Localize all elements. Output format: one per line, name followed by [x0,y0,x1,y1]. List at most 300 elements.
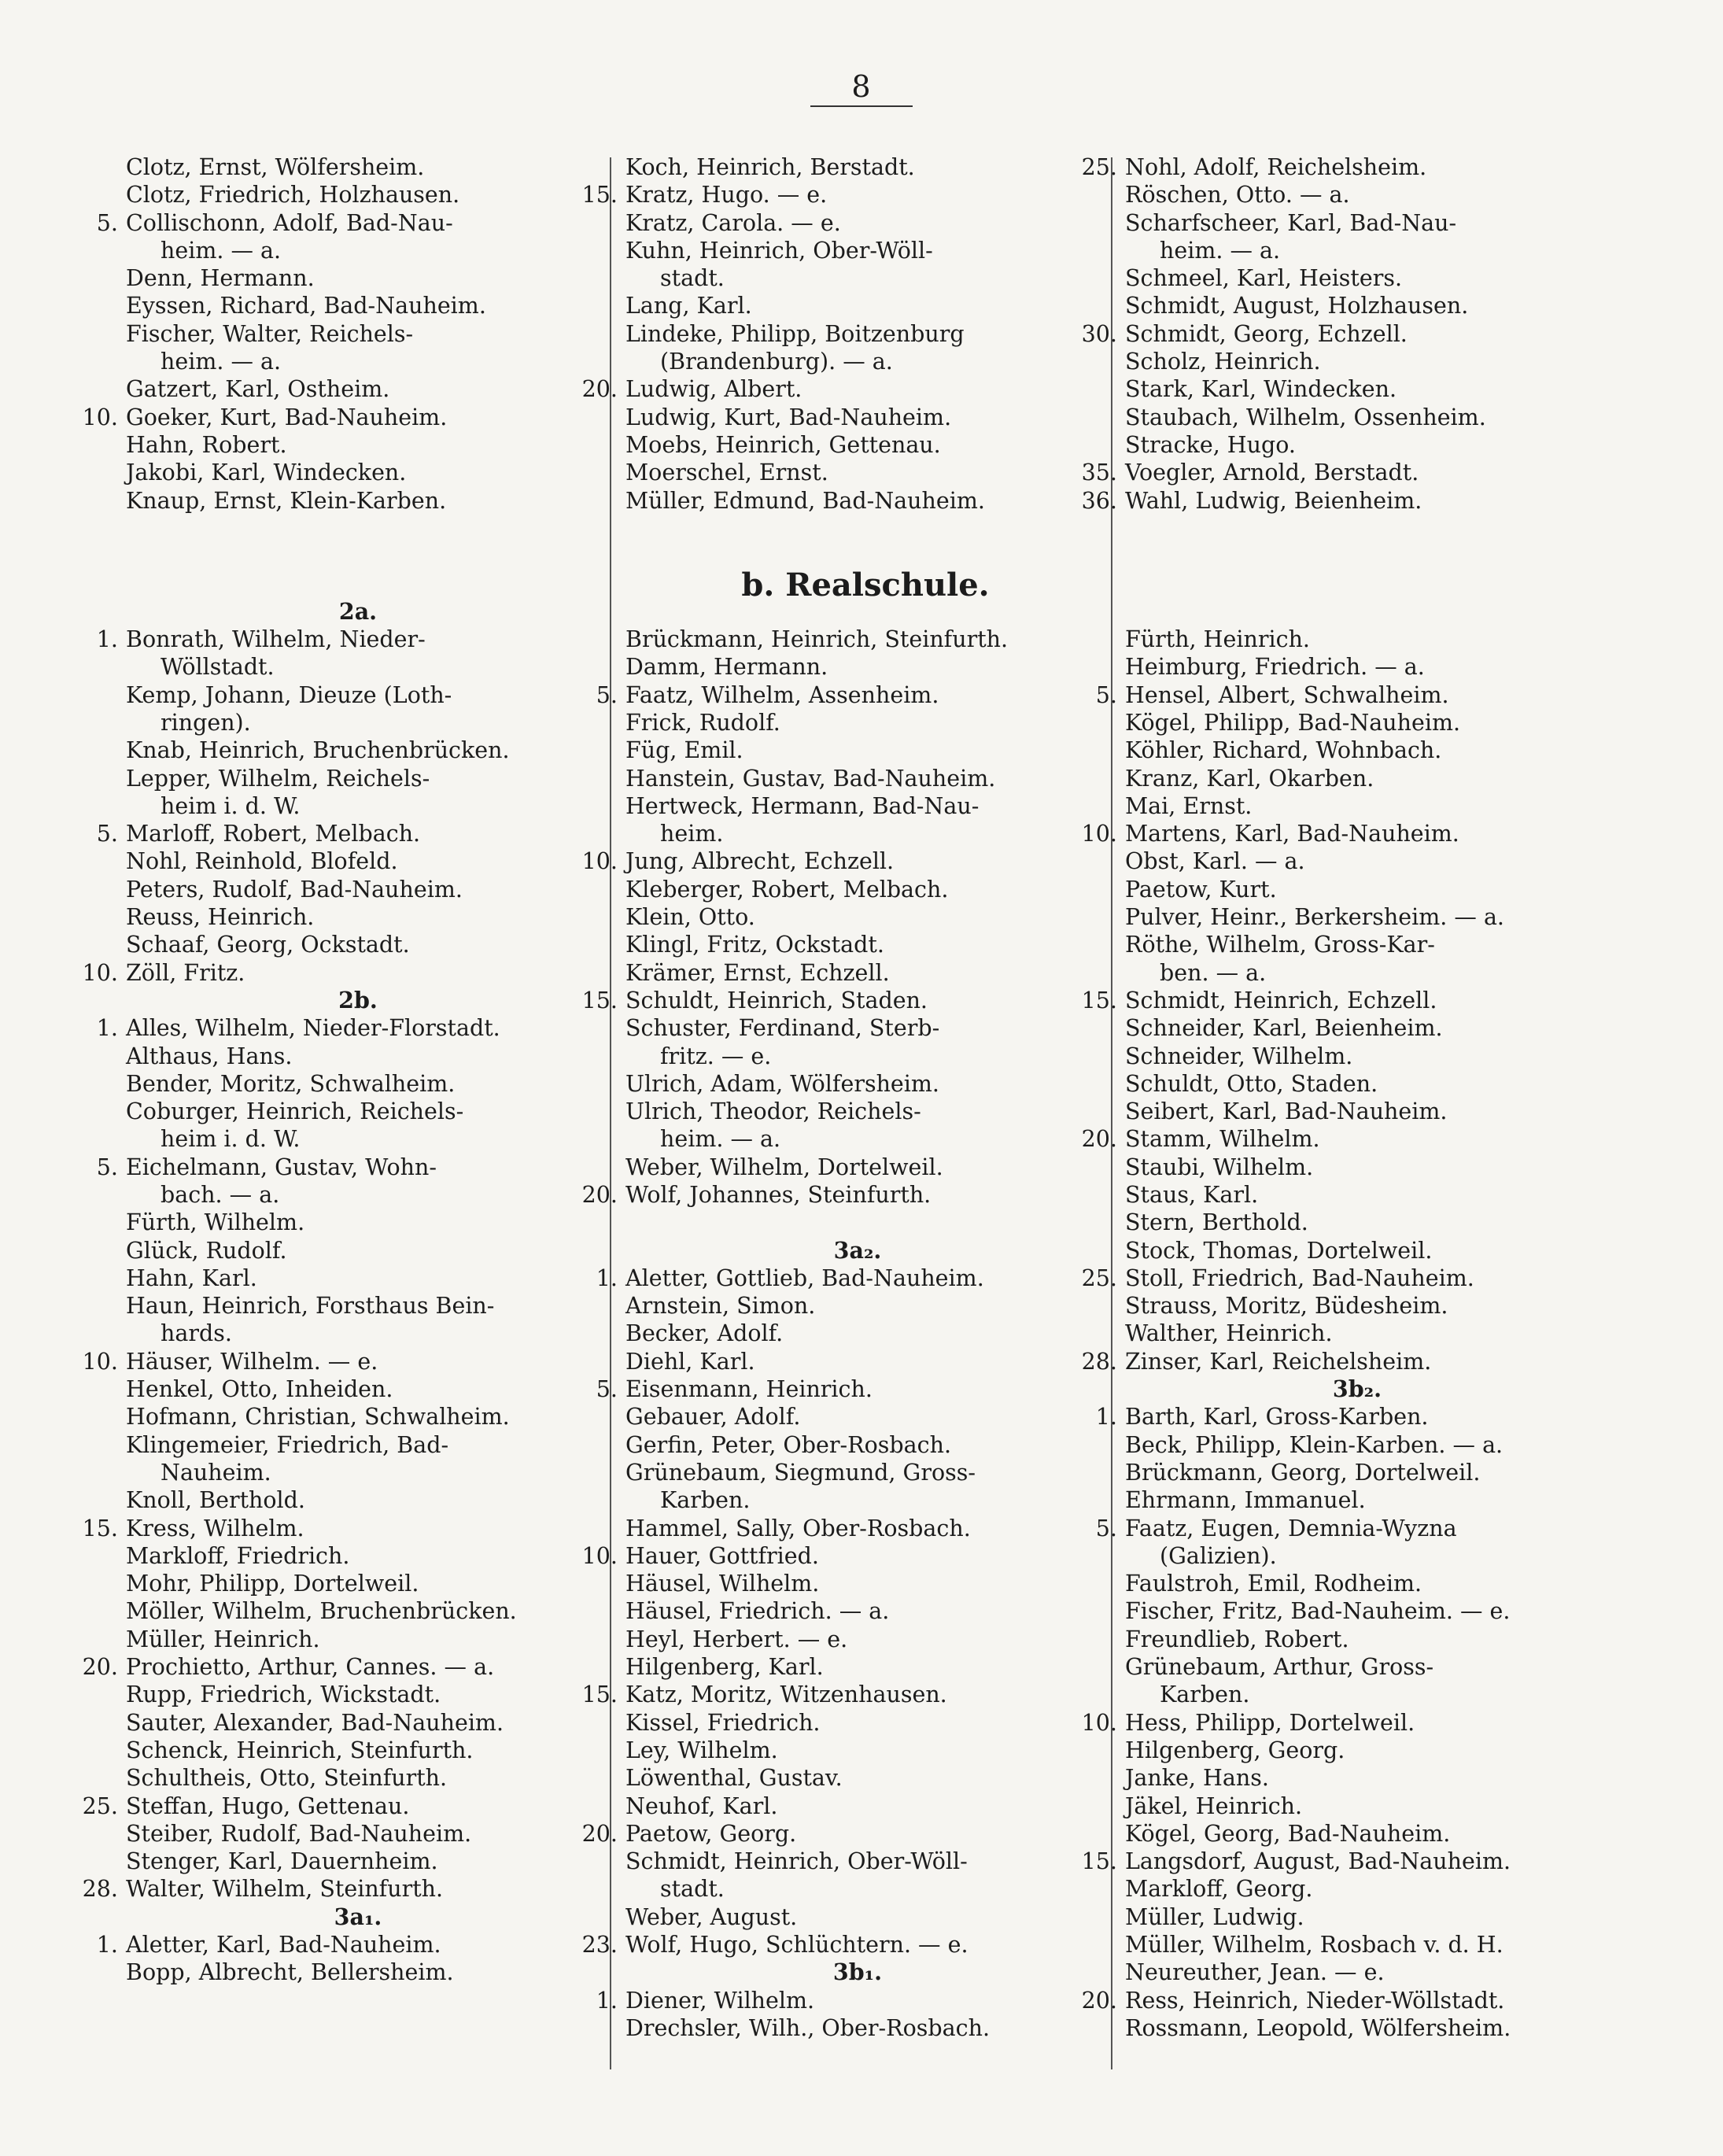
entry-text: Aletter, Karl, Bad-Nauheim. [126,1932,441,1958]
student-entry [126,1764,590,1792]
entry-continuation [1125,237,1589,264]
student-entry [625,1403,1090,1431]
student-entry [625,1903,1090,1931]
entry-text: Müller, Heinrich. [126,1626,320,1652]
entry-text: Kögel, Philipp, Bad-Nauheim. [1125,709,1461,736]
student-entry [1125,431,1589,459]
entry-number: 1. [96,1932,118,1958]
entry-number: 5. [96,821,118,847]
student-entry [625,404,1090,431]
spacer [625,1209,1090,1236]
entry-text: Fürth, Heinrich. [1125,626,1310,653]
entry-number: 10. [581,1542,618,1569]
entry-continuation [126,348,590,375]
entry-text: Klingl, Fritz, Ockstadt. [625,932,884,958]
student-entry [625,1070,1090,1098]
student-entry [1125,931,1589,958]
entry-text: Koch, Heinrich, Berstadt. [625,154,915,180]
entry-text: Zinser, Karl, Reichelsheim. [1125,1348,1432,1375]
entry-continuation [625,820,1090,847]
student-entry [625,931,1090,958]
entry-number: 5. [96,209,118,236]
entry-number: 10. [82,1348,118,1375]
class-heading: 3b₁. [832,1958,883,1986]
entry-number: 25. [1081,154,1117,180]
entry-text: Mohr, Philipp, Dortelweil. [126,1571,419,1597]
student-entry [96,209,590,237]
entry-text: Fischer, Walter, Reichels- [126,320,414,347]
student-entry [581,375,1090,403]
entry-text: Kleberger, Robert, Melbach. [625,876,949,903]
entry-continuation [625,264,1090,292]
student-entry [625,653,1090,681]
entry-text: heim. — a. [160,349,282,375]
entry-text: Weber, August. [625,1903,798,1930]
entry-number: 35. [1081,460,1117,486]
entry-text: Heyl, Herbert. — e. [625,1626,848,1652]
student-entry [126,1292,590,1320]
student-entry [126,931,590,958]
entry-number: 15. [82,1515,118,1541]
entry-text: Jäkel, Heinrich. [1125,1792,1303,1819]
student-entry [126,1542,590,1570]
entry-text: Steiber, Rudolf, Bad-Nauheim. [126,1820,472,1847]
entry-number: 5. [596,1376,618,1403]
entry-text: Jung, Albrecht, Echzell. [625,848,895,875]
student-entry [96,1014,590,1042]
entry-text: stadt. [660,265,725,292]
entry-text: Klingemeier, Friedrich, Bad- [126,1431,449,1458]
student-entry [1125,1181,1589,1209]
student-entry [1125,209,1589,237]
student-entry [126,903,590,931]
student-entry [1125,1043,1589,1070]
student-entry [596,1264,1090,1292]
entry-text: Kress, Wilhelm. [126,1515,304,1541]
entry-text: Gebauer, Adolf. [625,1404,801,1431]
student-entry [625,1570,1090,1597]
spacer [1125,515,1589,542]
student-entry [625,1653,1090,1681]
entry-text: Heimburg, Friedrich. — a. [1125,654,1425,681]
student-entry [1081,1125,1589,1153]
student-entry [1125,709,1589,737]
entry-text: Scholz, Heinrich. [1125,349,1321,375]
student-entry [1125,1209,1589,1236]
student-entry [596,681,1090,709]
entry-text: ringen). [160,709,251,736]
entry-text: Marloff, Robert, Melbach. [126,821,421,847]
entry-text: Langsdorf, August, Bad-Nauheim. [1125,1848,1511,1875]
entry-text: Hertweck, Hermann, Bad-Nau- [625,792,980,819]
entry-text: Kuhn, Heinrich, Ober-Wöll- [625,237,933,264]
entry-text: Glück, Rudolf. [126,1237,287,1264]
entry-text: Schneider, Wilhelm. [1125,1043,1353,1069]
entry-text: Schneider, Karl, Beienheim. [1125,1015,1443,1042]
entry-text: Müller, Edmund, Bad-Nauheim. [625,487,985,514]
entry-text: Möller, Wilhelm, Bruchenbrücken. [126,1598,517,1625]
student-entry [1125,626,1589,653]
entry-number: 10. [581,848,618,875]
entry-text: Grünebaum, Siegmund, Gross- [625,1459,976,1486]
student-entry [1081,1848,1589,1875]
entry-text: Kratz, Hugo. — e. [625,182,828,209]
student-entry [1125,292,1589,319]
entry-text: Hammel, Sally, Ober-Rosbach. [625,1515,971,1541]
student-entry [126,1043,590,1070]
entry-number: 15. [581,987,618,1013]
student-entry [1125,1737,1589,1764]
student-entry [1125,765,1589,792]
student-entry [126,1403,590,1431]
student-entry [1125,1486,1589,1514]
student-entry [1125,1154,1589,1181]
student-entry [126,1681,590,1708]
student-entry [625,1626,1090,1653]
entry-text: stadt. [660,1876,725,1903]
entry-text: Grünebaum, Arthur, Gross- [1125,1654,1434,1681]
spacer [625,515,1090,542]
student-entry [1125,876,1589,903]
entry-text: Collischonn, Adolf, Bad-Nau- [126,209,453,236]
entry-text: Sauter, Alexander, Bad-Nauheim. [126,1709,504,1736]
entry-text: Markloff, Friedrich. [126,1542,350,1569]
entry-text: Coburger, Heinrich, Reichels- [126,1098,464,1125]
student-entry [1081,487,1589,515]
entry-text: Beck, Philipp, Klein-Karben. — a. [1125,1431,1503,1458]
student-entry [625,1848,1090,1875]
student-entry [1125,1653,1589,1681]
entry-text: heim i. d. W. [160,792,301,819]
student-entry [625,792,1090,820]
entry-continuation [625,1125,1090,1153]
student-entry [581,987,1090,1014]
student-entry [1081,987,1589,1014]
student-entry [1125,1570,1589,1597]
student-entry [1125,264,1589,292]
student-entry [625,1515,1090,1542]
entry-number: 10. [1081,1709,1117,1736]
entry-continuation [126,1459,590,1486]
student-entry [625,626,1090,653]
entry-text: Hilgenberg, Karl. [625,1654,824,1681]
student-entry [625,292,1090,319]
entry-text: Diehl, Karl. [625,1348,755,1375]
entry-text: Becker, Adolf. [625,1320,784,1347]
student-entry [126,320,590,348]
entry-continuation [126,1125,590,1153]
entry-text: Müller, Ludwig. [1125,1903,1304,1930]
entry-continuation [1125,959,1589,987]
student-entry [126,765,590,792]
entry-text: Neureuther, Jean. — e. [1125,1959,1385,1986]
student-entry [1125,181,1589,209]
entry-text: Obst, Karl. — a. [1125,848,1305,875]
entry-text: Schuster, Ferdinand, Sterb- [625,1015,940,1042]
entry-text: Nohl, Adolf, Reichelsheim. [1125,154,1427,180]
entry-text: Weber, Wilhelm, Dortelweil. [625,1154,943,1180]
student-entry [126,1431,590,1459]
student-entry [596,1987,1090,2014]
class-heading: 2b. [338,986,378,1013]
student-entry [625,709,1090,737]
entry-text: Haun, Heinrich, Forsthaus Bein- [126,1293,495,1320]
entry-text: Bopp, Albrecht, Bellersheim. [126,1959,454,1986]
entry-text: Markloff, Georg. [1125,1876,1313,1903]
entry-text: Wöllstadt. [160,654,275,681]
entry-number: 10. [82,404,118,430]
entry-text: Staus, Karl. [1125,1181,1259,1208]
student-entry [126,487,590,515]
entry-text: Fischer, Fritz, Bad-Nauheim. — e. [1125,1598,1511,1625]
column-divider [1111,157,1112,2069]
column-divider [610,157,611,2069]
entry-continuation [126,709,590,737]
entry-text: Gerfin, Peter, Ober-Rosbach. [625,1431,952,1458]
student-entry [1081,459,1589,486]
class-heading: 3b₂. [1332,1375,1382,1403]
student-entry [126,459,590,486]
entry-text: Löwenthal, Gustav. [625,1765,843,1792]
student-entry [1125,375,1589,403]
student-entry [625,1320,1090,1347]
student-entry [625,1014,1090,1042]
student-entry [625,1154,1090,1181]
entry-text: Schuldt, Otto, Staden. [1125,1070,1378,1097]
student-entry [625,2014,1090,2042]
student-entry [625,765,1090,792]
spacer [1125,570,1589,597]
student-entry [581,1542,1090,1570]
entry-number: 15. [581,1682,618,1708]
student-entry [1081,153,1589,181]
entry-text: Wolf, Johannes, Steinfurth. [625,1181,932,1208]
entry-text: Brückmann, Heinrich, Steinfurth. [625,626,1009,653]
entry-number: 20. [581,376,618,403]
entry-continuation [126,792,590,820]
student-entry [1125,1958,1589,1986]
student-entry [1125,1098,1589,1125]
column-2 [581,153,1090,2042]
entry-text: Lang, Karl. [625,293,752,319]
entry-text: Stamm, Wilhelm. [1125,1126,1320,1153]
entry-text: Martens, Karl, Bad-Nauheim. [1125,821,1459,847]
entry-number: 5. [1095,1515,1117,1541]
entry-text: Hanstein, Gustav, Bad-Nauheim. [625,765,996,792]
spacer [625,598,1090,626]
entry-text: Stark, Karl, Windecken. [1125,376,1397,403]
entry-text: Stracke, Hugo. [1125,431,1296,458]
student-entry [1125,2014,1589,2042]
entry-text: Schmeel, Karl, Heisters. [1125,265,1403,292]
student-entry [82,1653,590,1681]
entry-text: Jakobi, Karl, Windecken. [126,460,407,486]
entry-number: 5. [1095,681,1117,708]
student-entry [126,1820,590,1848]
entry-text: Aletter, Gottlieb, Bad-Nauheim. [625,1264,984,1291]
entry-text: Karben. [1160,1682,1250,1708]
class-heading: 3a₂. [833,1236,882,1264]
entry-number: 1. [96,626,118,653]
entry-number: 15. [581,182,618,209]
entry-text: Stenger, Karl, Dauernheim. [126,1848,438,1875]
entry-number: 36. [1081,487,1117,514]
entry-text: Schmidt, Georg, Echzell. [1125,320,1408,347]
student-entry [1125,737,1589,764]
entry-text: Scharfscheer, Karl, Bad-Nau- [1125,209,1457,236]
student-entry [625,153,1090,181]
entry-text: heim. — a. [160,237,282,264]
student-entry [1125,404,1589,431]
student-entry [1125,1237,1589,1264]
entry-text: fritz. — e. [660,1043,772,1069]
entry-number: 25. [1081,1264,1117,1291]
entry-text: heim. [660,821,724,847]
spacer [126,542,590,570]
entry-continuation [126,653,590,681]
entry-text: Knab, Heinrich, Bruchenbrücken. [126,737,510,764]
entry-number: 1. [596,1264,618,1291]
class-heading: 2a. [338,597,378,625]
entry-text: Barth, Karl, Gross-Karben. [1125,1404,1429,1431]
entry-text: Brückmann, Georg, Dortelweil. [1125,1459,1481,1486]
entry-text: Hilgenberg, Georg. [1125,1737,1345,1763]
student-entry [581,181,1090,209]
student-entry [126,1237,590,1264]
student-entry [625,1597,1090,1625]
section-title-realschule: b. Realschule. [741,567,990,604]
student-entry [1081,1348,1589,1375]
entry-text: Staubi, Wilhelm. [1125,1154,1314,1180]
entry-text: Stern, Berthold. [1125,1209,1308,1236]
entry-text: Prochietto, Arthur, Cannes. — a. [126,1654,495,1681]
entry-text: Henkel, Otto, Inheiden. [126,1376,393,1403]
student-entry [1081,820,1589,847]
entry-text: Schuldt, Heinrich, Staden. [625,987,928,1013]
entry-text: Eisenmann, Heinrich. [625,1376,873,1403]
entry-text: Hahn, Karl. [126,1264,257,1291]
student-entry [1081,1709,1589,1737]
entry-text: Ress, Heinrich, Nieder-Wöllstadt. [1125,1987,1505,2014]
entry-text: Schenck, Heinrich, Steinfurth. [126,1737,474,1763]
entry-text: Pulver, Heinr., Berkersheim. — a. [1125,904,1504,931]
student-entry [126,1737,590,1764]
student-entry [126,375,590,403]
student-entry [1125,1292,1589,1320]
entry-text: Nauheim. [160,1459,271,1486]
column-3 [1081,153,1589,2042]
student-entry [126,1626,590,1653]
entry-text: Rupp, Friedrich, Wickstadt. [126,1682,441,1708]
entry-number: 5. [96,1154,118,1180]
student-entry [1095,681,1589,709]
entry-number: 30. [1081,320,1117,347]
student-entry [1125,348,1589,375]
entry-text: Kissel, Friedrich. [625,1709,821,1736]
entry-text: Neuhof, Karl. [625,1792,778,1819]
student-entry [625,1431,1090,1459]
spacer [126,570,590,597]
student-entry [625,1737,1090,1764]
entry-text: Hensel, Albert, Schwalheim. [1125,681,1449,708]
student-entry [82,1348,590,1375]
student-entry [82,1792,590,1820]
entry-text: Hahn, Robert. [126,431,287,458]
spacer [126,515,590,542]
entry-text: Gatzert, Karl, Ostheim. [126,376,390,403]
student-entry [126,1070,590,1098]
student-entry [126,1958,590,1986]
student-entry [1125,847,1589,875]
entry-text: Häusel, Wilhelm. [625,1571,820,1597]
entry-text: Wolf, Hugo, Schlüchtern. — e. [625,1932,968,1958]
student-entry [625,487,1090,515]
student-entry [1125,1626,1589,1653]
student-entry [1125,1070,1589,1098]
entry-text: Steffan, Hugo, Gettenau. [126,1792,410,1819]
entry-text: Peters, Rudolf, Bad-Nauheim. [126,876,463,903]
student-entry [1125,903,1589,931]
entry-continuation [126,1320,590,1347]
student-entry [126,1709,590,1737]
entry-text: Moerschel, Ernst. [625,460,828,486]
student-entry [126,876,590,903]
entry-text: Kögel, Georg, Bad-Nauheim. [1125,1820,1451,1847]
spacer [625,570,1090,597]
entry-number: 28. [82,1876,118,1903]
entry-text: Faatz, Eugen, Demnia-Wyzna [1125,1515,1457,1541]
student-entry [581,1681,1090,1708]
entry-text: Schmidt, August, Holzhausen. [1125,293,1469,319]
student-entry [625,737,1090,764]
entry-text: Kratz, Carola. — e. [625,209,841,236]
student-entry [1125,1764,1589,1792]
student-entry [581,1181,1090,1209]
student-entry [96,820,590,847]
student-entry [625,903,1090,931]
student-entry [126,1098,590,1125]
entry-text: Fürth, Wilhelm. [126,1209,305,1236]
entry-text: Drechsler, Wilh., Ober-Rosbach. [625,2014,991,2041]
entry-text: Stoll, Friedrich, Bad-Nauheim. [1125,1264,1474,1291]
student-entry [1081,320,1589,348]
entry-text: Kranz, Karl, Okarben. [1125,765,1374,792]
entry-text: Frick, Rudolf. [625,709,780,736]
entry-number: 20. [581,1181,618,1208]
entry-text: Wahl, Ludwig, Beienheim. [1125,487,1422,514]
student-entry [126,681,590,709]
student-entry [625,1459,1090,1486]
entry-text: Karben. [660,1487,751,1514]
entry-text: Köhler, Richard, Wohnbach. [1125,737,1442,764]
entry-text: Klein, Otto. [625,904,755,931]
student-entry [596,1375,1090,1403]
page-number: 8 [810,69,913,107]
entry-text: Bender, Moritz, Schwalheim. [126,1070,456,1097]
entry-text: bach. — a. [160,1181,280,1208]
entry-text: Häuser, Wilhelm. — e. [126,1348,378,1375]
entry-text: Faulstroh, Emil, Rodheim. [1125,1571,1422,1597]
student-entry [1125,1875,1589,1903]
entry-number: 1. [596,1987,618,2014]
student-entry [82,959,590,987]
student-entry [1125,1903,1589,1931]
entry-text: Reuss, Heinrich. [126,904,315,931]
student-entry [1095,1515,1589,1542]
student-entry [625,1098,1090,1125]
student-entry [126,1375,590,1403]
student-entry [1095,1403,1589,1431]
